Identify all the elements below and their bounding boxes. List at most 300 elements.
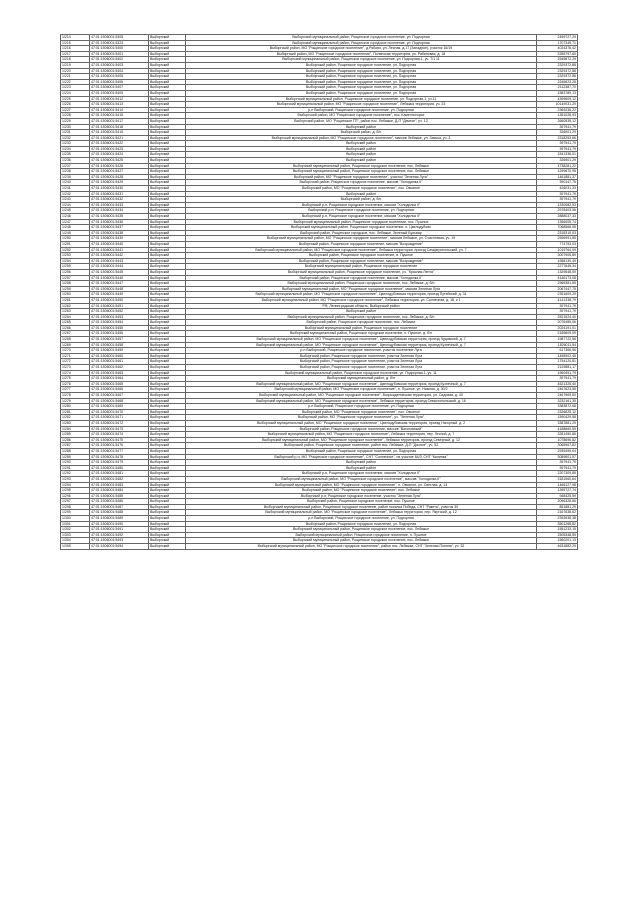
cadastral-number: 47:01:1506001:5443 [90, 258, 149, 264]
row-number: 1/265 [61, 320, 90, 326]
cadastral-number: 47:01:1506001:5412 [90, 96, 149, 102]
cadastral-number: 47:01:1506001:5427 [90, 169, 149, 175]
address-text: Выборгский район, Рощинское городское, пос. Лебяжье, Зеленый Бульвар [186, 230, 537, 236]
row-number: 1/229 [61, 118, 90, 124]
address-text: Выборгский муниципальный район, МО "Рощинское городское поселение", Лебяжья территория, пер. Лесной, д. 7 [186, 432, 537, 438]
cadastral-table [60, 34, 578, 550]
district-name: Выборгский [149, 230, 186, 236]
address-text: Выборгский район, Рощинское городское поселение, ул. Подгорная [186, 448, 537, 454]
cadastral-number: 47:01:1506001:5428 [90, 174, 149, 180]
row-number: 1/260 [61, 292, 90, 298]
row-number: 1/300 [61, 516, 90, 522]
address-text: Выборгский район, Рощинское городское поселение, ул. Подгорная [186, 90, 537, 96]
district-name: Выборгский [149, 297, 186, 303]
cadastral-number: 47:01:1506001:5467 [90, 393, 149, 399]
address-text: Выборгский муниципальный район, Рощинское городское поселение, ул. Подгорная [186, 35, 537, 41]
address-text: Выборгский р-н, Рощинское городское поселение, участок "Зеленая Луга" [186, 493, 537, 499]
district-name: Выборгский [149, 415, 186, 421]
cadastral-value: 1019764,09 [537, 247, 578, 253]
cadastral-number: 47:01:1506001:5438 [90, 230, 149, 236]
cadastral-number: 47:01:1506001:5473 [90, 426, 149, 432]
cadastral-number: 47:01:1506001:5464 [90, 376, 149, 382]
address-text: Выборгский муниципальный район, МО "Рощинское городское поселение", Цвелодубовская территория, проезд Нагорный, д. 2 [186, 420, 537, 426]
address-text: Выборгский район, Рощинское городское поселение, участок Зеленая Луга [186, 365, 537, 371]
district-name: Выборгский [149, 437, 186, 443]
cadastral-value: 2545672,29 [537, 57, 578, 63]
address-text: Выборгский муниципальный район, Рощинское городское поселение, ул. Подгорная-1, уч. 7/1 11 [186, 57, 537, 63]
address-text: Выборгский район, Рощинское городское поселение, ул. Подгорная [186, 79, 537, 85]
cadastral-value: 4521325,40 [537, 381, 578, 387]
district-name: Выборгский [149, 174, 186, 180]
row-number: 1/216 [61, 46, 90, 52]
district-name: Выборгский [149, 331, 186, 337]
cadastral-number: 47:01:1506001:5474 [90, 432, 149, 438]
row-number: 1/295 [61, 488, 90, 494]
cadastral-number: 47:01:1506001:5422 [90, 141, 149, 147]
district-name: Выборгский [149, 264, 186, 270]
cadastral-value: 2096328,66 [537, 499, 578, 505]
cadastral-value: 2505348,55 [537, 532, 578, 538]
district-name: Выборгский [149, 281, 186, 287]
cadastral-value: 1987722,56 [537, 337, 578, 343]
district-name: Выборгский [149, 499, 186, 505]
cadastral-value: 397941,79 [537, 197, 578, 203]
address-text: р-н Выборгский, Рощинское городское поселение, ул. Подгорная [186, 107, 537, 113]
row-number: 1/292 [61, 471, 90, 477]
row-number: 1/269 [61, 342, 90, 348]
address-text: Выборгский район, МО "Рощинское городское поселение", пос. Каменногорье [186, 113, 537, 119]
row-number: 1/222 [61, 79, 90, 85]
row-number: 1/223 [61, 85, 90, 91]
cadastral-value: 1329548,09 [537, 269, 578, 275]
cadastral-value: 3387881,29 [537, 420, 578, 426]
district-name: Выборгский [149, 353, 186, 359]
district-name: Выборгский [149, 214, 186, 220]
district-name: Выборгский [149, 348, 186, 354]
row-number: 1/274 [61, 370, 90, 376]
row-number: 1/232 [61, 135, 90, 141]
address-text: Выборгский муниципальный район, МО "Рощинское городское поселение", массив Лебяжье, ул. Счастливая, уч. 19 [186, 236, 537, 242]
cadastral-value: 1560201,13 [537, 538, 578, 544]
district-name: Выборгский [149, 516, 186, 522]
cadastral-value: 1299670,95 [537, 169, 578, 175]
cadastral-number: 47:01:1506001:5475 [90, 437, 149, 443]
cadastral-value: 851881,29 [537, 504, 578, 510]
cadastral-number: 47:01:1506001:5450 [90, 297, 149, 303]
cadastral-value: 2329372,88 [537, 62, 578, 68]
cadastral-value: 326901,29 [537, 158, 578, 164]
row-number: 1/257 [61, 275, 90, 281]
district-name: Выборгский [149, 51, 186, 57]
district-name: Выборгский [149, 152, 186, 158]
district-name: Выборгский [149, 236, 186, 242]
cadastral-number: 47:01:1506001:5430 [90, 186, 149, 192]
cadastral-number: 47:01:1506001:5459 [90, 348, 149, 354]
row-number: 1/272 [61, 359, 90, 365]
cadastral-value: 2329372,88 [537, 74, 578, 80]
row-number: 1/258 [61, 281, 90, 287]
district-name: Выборгский [149, 219, 186, 225]
row-number: 1/247 [61, 219, 90, 225]
cadastral-number: 47:01:1506001:5482 [90, 476, 149, 482]
district-name: Выборгский [149, 454, 186, 460]
district-name: Выборгский [149, 124, 186, 130]
district-name: Выборгский [149, 398, 186, 404]
address-text: Выборгский район, МО "Рощинское городское поселение", д.Рябово, ул. Лесная, д.17 (Западное), участок 16/19 [186, 46, 537, 52]
cadastral-value: 397941,79 [537, 141, 578, 147]
cadastral-number: 47:01:1506001:5452 [90, 309, 149, 315]
cadastral-value: 4399509,12 [537, 96, 578, 102]
row-number: 1/288 [61, 448, 90, 454]
cadastral-number: 47:01:1506001:5401 [90, 51, 149, 57]
cadastral-number: 47:01:1506001:5421 [90, 135, 149, 141]
cadastral-value: 2189609,09 [537, 331, 578, 337]
row-number: 1/224 [61, 90, 90, 96]
district-name: Выборгский [149, 337, 186, 343]
address-text: Выборгский муниципальный район, Рощинское городское поселение [186, 264, 537, 270]
address-text: Выборгский район [186, 191, 537, 197]
row-number: 1/287 [61, 443, 90, 449]
row-number: 1/267 [61, 331, 90, 337]
address-text: Выборгский район, Рощинское городское поселение, участок Зеленая Луга [186, 353, 537, 359]
cadastral-value: 2888037,33 [537, 214, 578, 220]
address-text: Выборгский муниципальный район, Рощинское городское поселение, пос. Лебяжье [186, 169, 537, 175]
row-number: 1/273 [61, 365, 90, 371]
cadastral-value: 1551232,15 [537, 527, 578, 533]
address-text: Выборгский район, МО "Рощинское городское поселение", уч. "Зеленая Луга" [186, 415, 537, 421]
address-text: Выборгский район, Рощинское городское поселение, в. Пушное [186, 253, 537, 259]
row-number: 1/254 [61, 258, 90, 264]
cadastral-number: 47:01:1506001:5462 [90, 365, 149, 371]
cadastral-value: 3065967,82 [537, 443, 578, 449]
cadastral-number: 47:01:1506001:5414 [90, 107, 149, 113]
row-number: 1/283 [61, 420, 90, 426]
cadastral-number: 47:01:1506001:5413 [90, 102, 149, 108]
cadastral-value: 397941,79 [537, 303, 578, 309]
cadastral-value: 2467623,55 [537, 387, 578, 393]
cadastral-value: 3232161,35 [537, 398, 578, 404]
cadastral-number: 47:01:1506001:5458 [90, 342, 149, 348]
cadastral-number: 47:01:1506001:5472 [90, 420, 149, 426]
district-name: Выборгский [149, 247, 186, 253]
address-text: РФ, Ленинградская область, Выборгский район [186, 303, 537, 309]
row-number: 1/234 [61, 146, 90, 152]
district-name: Выборгский [149, 292, 186, 298]
cadastral-number: 47:01:1506001:5433 [90, 202, 149, 208]
district-name: Выборгский [149, 135, 186, 141]
address-text: р-н Выборгский, Рощинское городское поселение, ул. Подгорная [186, 516, 537, 522]
address-text: Выборгский муниципальный район, Рощинское городское поселение, пос. Лебяжье [186, 527, 537, 533]
cadastral-value: 3383872,68 [537, 404, 578, 410]
row-number: 1/299 [61, 510, 90, 516]
address-text: Выборгский муниципальный район, МО "Рощинское городское поселение", п. Пушное, ул. Нижняя, д. 30/2 [186, 387, 537, 393]
address-text: Выборгский район, Рощинское городское поселение, массив "Возрождение" [186, 241, 537, 247]
cadastral-number: 47:01:1506001:5466 [90, 387, 149, 393]
district-name: Выборгский [149, 393, 186, 399]
address-text: Выборгский муниципальный район, Рощинское городское поселение, п. Цвелодубово [186, 225, 537, 231]
district-name: Выборгский [149, 197, 186, 203]
row-number: 1/286 [61, 437, 90, 443]
cadastral-value: 1583789,13 [537, 90, 578, 96]
district-name: Выборгский [149, 476, 186, 482]
row-number: 1/225 [61, 96, 90, 102]
address-text: Выборгский муниципальный район, Рощинское городское поселение, ул. Подгорная [186, 40, 537, 46]
district-name: Выборгский [149, 544, 186, 550]
cadastral-number: 47:01:1506001:5402 [90, 57, 149, 63]
address-text: Выборгский муниципальный район, МО "Рощинское городское поселение", Лебяжья территория, проезд Северный, д. 12 [186, 437, 537, 443]
cadastral-value: 3501268,82 [537, 521, 578, 527]
cadastral-number: 47:01:1506001:5481 [90, 471, 149, 477]
cadastral-value: 4024376,42 [537, 46, 578, 52]
cadastral-number: 47:01:1506001:5305 [90, 35, 149, 41]
address-text: Выборгский муниципальный район, Рощинское городское поселение, п. Пушное [186, 532, 537, 538]
address-text: Выборгский район, Рощинское городское поселение, район пос. Лебяжье, Д-П "Дачное", уч. 52 [186, 443, 537, 449]
cadastral-value: 2067447,75 [537, 286, 578, 292]
row-number: 1/228 [61, 113, 90, 119]
cadastral-value: 2076485,06 [537, 320, 578, 326]
cadastral-value: 1356005,74 [537, 219, 578, 225]
cadastral-value: 2939499,64 [537, 448, 578, 454]
row-number: 1/244 [61, 202, 90, 208]
row-number: 1/215 [61, 40, 90, 46]
row-number: 1/227 [61, 107, 90, 113]
cadastral-number: 47:01:1506001:5434 [90, 208, 149, 214]
district-name: Выборгский [149, 510, 186, 516]
district-name: Выборгский [149, 107, 186, 113]
district-name: Выборгский [149, 130, 186, 136]
row-number: 1/279 [61, 398, 90, 404]
cadastral-value: 2318310,03 [537, 230, 578, 236]
district-name: Выборгский [149, 488, 186, 494]
cadastral-value: 3007905,89 [537, 253, 578, 259]
address-text: Выборгский район, МО "Рощинское городское поселение", участок "Зеленая Луга" [186, 174, 537, 180]
district-name: Выборгский [149, 370, 186, 376]
address-text: Выборгский район [186, 141, 537, 147]
cadastral-value: 397941,79 [537, 309, 578, 315]
cadastral-number: 47:01:1506001:5446 [90, 275, 149, 281]
row-number: 1/253 [61, 253, 90, 259]
address-text: Выборгский район [186, 158, 537, 164]
district-name: Выборгский [149, 359, 186, 365]
district-name: Выборгский [149, 158, 186, 164]
cadastral-value: 397941,79 [537, 376, 578, 382]
row-number: 1/240 [61, 180, 90, 186]
address-text: Выборгский муниципальный район, д. б/н [186, 376, 537, 382]
district-name: Выборгский [149, 102, 186, 108]
district-name: Выборгский [149, 325, 186, 331]
cadastral-number: 47:01:1506001:5468 [90, 398, 149, 404]
row-number: 1/275 [61, 376, 90, 382]
cadastral-number: 47:01:1506001:5461 [90, 359, 149, 365]
address-text: Выборгский район [186, 460, 537, 466]
row-number: 1/241 [61, 186, 90, 192]
district-name: Выборгский [149, 35, 186, 41]
row-number: 1/301 [61, 521, 90, 527]
district-name: Выборгский [149, 141, 186, 147]
district-name: Выборгский [149, 504, 186, 510]
address-text: Выборгский район, МО "Рощинское городское поселение", пос. Овсяное [186, 409, 537, 415]
address-text: Выборгский муниципальный район, Рощинское городское поселение [186, 325, 537, 331]
row-number: 1/261 [61, 297, 90, 303]
address-text: Выборгский муниципальный район, Рощинское городское поселение, уч. "Красная Лента" [186, 269, 537, 275]
district-name: Выборгский [149, 460, 186, 466]
row-number: 1/217 [61, 51, 90, 57]
address-text: Выборгский муниципальный район, МО "Рощинское городское поселение", Возрожденческая территория, ул. Садовая, д. 40 [186, 393, 537, 399]
row-number: 1/303 [61, 532, 90, 538]
district-name: Выборгский [149, 420, 186, 426]
cadastral-value: 2285797,60 [537, 51, 578, 57]
row-number: 1/233 [61, 141, 90, 147]
cadastral-value: 397941,79 [537, 191, 578, 197]
cadastral-value: 2318253,66 [537, 135, 578, 141]
row-number: 1/255 [61, 264, 90, 270]
cadastral-number: 47:01:1506001:5437 [90, 225, 149, 231]
row-number: 1/285 [61, 432, 90, 438]
address-text: Выборгский район, Рощинское городское поселение, массив "Вагоновский" [186, 426, 537, 432]
row-number: 1/298 [61, 504, 90, 510]
district-name: Выборгский [149, 482, 186, 488]
cadastral-value: 2369236,22 [537, 107, 578, 113]
address-text: Выборгский муниципальный район, МО "Рощинское городское поселение", массив Зеленая Луга [186, 286, 537, 292]
cadastral-number: 47:01:1506001:5431 [90, 191, 149, 197]
row-number: 1/289 [61, 454, 90, 460]
address-text: Выборгский район, Рощинское городское поселение, массив "Холодилка II" [186, 275, 537, 281]
district-name: Выборгский [149, 74, 186, 80]
cadastral-number: 47:01:1506001:5432 [90, 197, 149, 203]
address-text: Выборгский район, Рощинское городское поселение, ул. Подгорная [186, 68, 537, 74]
cadastral-value: 2521524,40 [537, 314, 578, 320]
address-text: Выборгский муниципальный район, Рощинское городское поселение, пос. Лебяжье [186, 163, 537, 169]
address-text: Выборгский муниципальный район, Рощинское городское поселение, район поселка Победа, СНТ "Ракета", участок 30 [186, 504, 537, 510]
row-number: 1/280 [61, 404, 90, 410]
row-number: 1/214 [61, 35, 90, 41]
address-text: Выборгский муниципальный район, Рощинское городское поселение, пос. Лебяжье, д. б/н [186, 281, 537, 287]
cadastral-value: 4631882,29 [537, 544, 578, 550]
cadastral-value: 2207309,85 [537, 471, 578, 477]
cadastral-number: 47:01:1506001:5478 [90, 454, 149, 460]
district-name: Выборгский [149, 521, 186, 527]
address-text: Выборгский район [186, 309, 537, 315]
cadastral-number: 47:01:1506001:5493 [90, 538, 149, 544]
cadastral-value: 4188660,59 [537, 426, 578, 432]
address-text: Выборгский район, д. б/н [186, 197, 537, 203]
cadastral-number: 47:01:1506001:5436 [90, 219, 149, 225]
district-name: Выборгский [149, 320, 186, 326]
cadastral-number: 47:01:1506001:5490 [90, 521, 149, 527]
district-name: Выборгский [149, 426, 186, 432]
cadastral-number: 47:01:1506001:5429 [90, 180, 149, 186]
district-name: Выборгский [149, 404, 186, 410]
cadastral-value: 2596991,55 [537, 236, 578, 242]
row-number: 1/238 [61, 169, 90, 175]
address-text: Выборгский район [186, 465, 537, 471]
row-number: 1/297 [61, 499, 90, 505]
district-name: Выборгский [149, 365, 186, 371]
row-number: 1/246 [61, 214, 90, 220]
address-text: Выборгский р-н, Рощинское городское поселение, массив "Холодилка II" [186, 471, 537, 477]
cadastral-value: 397941,79 [537, 124, 578, 130]
cadastral-number: 47:01:1506001:5444 [90, 264, 149, 270]
row-number: 1/248 [61, 225, 90, 231]
district-name: Выборгский [149, 443, 186, 449]
row-number: 1/243 [61, 197, 90, 203]
district-name: Выборгский [149, 387, 186, 393]
cadastral-value: 1738281,22 [537, 163, 578, 169]
cadastral-value: 2277645,34 [537, 264, 578, 270]
row-number: 1/242 [61, 191, 90, 197]
address-text: Выборгский район [186, 146, 537, 152]
cadastral-value: 1330082,53 [537, 202, 578, 208]
cadastral-value: 774793,03 [537, 241, 578, 247]
cadastral-number: 47:01:1506001:5423 [90, 146, 149, 152]
district-name: Выборгский [149, 538, 186, 544]
district-name: Выборгский [149, 532, 186, 538]
district-name: Выборгский [149, 448, 186, 454]
cadastral-value: 1826011,54 [537, 342, 578, 348]
address-text: Выборгский район, Рощинское городское поселение, ул. Подгорная [186, 62, 537, 68]
row-number: 1/282 [61, 415, 90, 421]
row-number: 1/290 [61, 460, 90, 466]
row-number: 1/296 [61, 493, 90, 499]
address-text: Выборгский муниципальный район, Рощинское городское поселение, ул. Подгорная-1, уч. 11 [186, 370, 537, 376]
cadastral-number: 47:01:1506001:5407 [90, 85, 149, 91]
cadastral-value: 2393938,38 [537, 516, 578, 522]
address-text: Выборгский муниципальный район, МО "Рощинское городское поселение", Лебяжья территория, ул. Солнечная, д. 18, к 1 [186, 297, 537, 303]
cadastral-number: 47:01:1506001:5484 [90, 488, 149, 494]
address-text: Выборгский район, Рощинское городское поселение, пос. Пушное [186, 499, 537, 505]
row-number: 1/245 [61, 208, 90, 214]
cadastral-value: 3181960,64 [537, 476, 578, 482]
table-row [61, 544, 578, 550]
address-text: Выборгский р-н, Рощинское городское поселение, массив "Холодилка II" [186, 202, 537, 208]
cadastral-number: 47:01:1506001:5449 [90, 292, 149, 298]
cadastral-number: 47:01:1506001:5426 [90, 163, 149, 169]
cadastral-value: 1461881,37 [537, 174, 578, 180]
cadastral-number: 47:01:1506001:5456 [90, 331, 149, 337]
cadastral-value: 1078696,82 [537, 437, 578, 443]
cadastral-value: 1466127,98 [537, 482, 578, 488]
cadastral-number: 47:01:1506001:5442 [90, 253, 149, 259]
cadastral-value: 2326625,12 [537, 409, 578, 415]
row-number: 1/249 [61, 230, 90, 236]
cadastral-number: 47:01:1506001:5455 [90, 325, 149, 331]
cadastral-number: 47:01:1506001:5451 [90, 303, 149, 309]
row-number: 1/239 [61, 174, 90, 180]
row-number: 1/281 [61, 409, 90, 415]
cadastral-number: 47:01:1506001:5457 [90, 337, 149, 343]
cadastral-number: 47:01:1506001:5453 [90, 314, 149, 320]
cadastral-number: 47:01:1506001:5445 [90, 269, 149, 275]
cadastral-number: 47:01:1506001:5323 [90, 40, 149, 46]
cadastral-value: 426031,33 [537, 186, 578, 192]
address-text: Выборгский район, Рощинское городское поселение, массив "Холодилка II" [186, 180, 537, 186]
row-number: 1/251 [61, 241, 90, 247]
district-name: Выборгский [149, 79, 186, 85]
row-number: 1/256 [61, 269, 90, 275]
district-name: Выборгский [149, 113, 186, 119]
address-text: р-н Выборгский, Рощинское городское поселение, участок поселение Луга [186, 348, 537, 354]
district-name: Выборгский [149, 68, 186, 74]
address-text: Выборгский р-н, Рощинское городское поселение, ул. Подгорная [186, 208, 537, 214]
address-text: Выборгский район, Рощинское городское поселение, ул. Подгорная [186, 85, 537, 91]
cadastral-value: 2351609,29 [537, 292, 578, 298]
address-text: Выборгский район, Рощинское городское поселение, ул. Подгорная [186, 521, 537, 527]
row-number: 1/262 [61, 303, 90, 309]
district-name: Выборгский [149, 146, 186, 152]
address-text: Выборгский муниципальный район, МО "Рощинское городское поселение", район пос. Лебяжье, СНТ "Зеленая Поляна", уч. 32 [186, 544, 537, 550]
cadastral-number: 47:01:1506001:5419 [90, 130, 149, 136]
address-text: Выборгский район, МО "Рощинское городское поселение", Полянская территория, ул. Рябиновая, д. 18 [186, 51, 537, 57]
